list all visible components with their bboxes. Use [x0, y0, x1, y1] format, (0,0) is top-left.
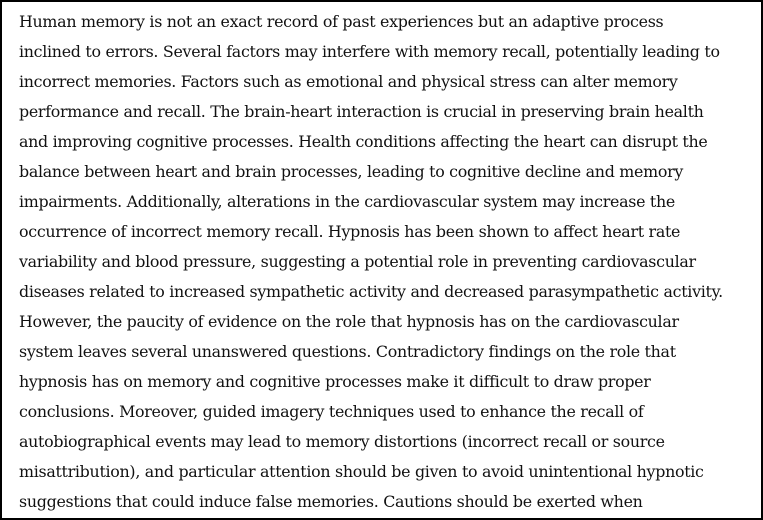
- text-line: misattribution), and particular attention should be given to avoid unintentional hypnotic: [19, 462, 704, 481]
- text-line: impairments. Additionally, alterations in the cardiovascular system may increase the: [19, 192, 675, 211]
- text-line: conclusions. Moreover, guided imagery techniques used to enhance the recall of: [19, 402, 644, 421]
- text-line: inclined to errors. Several factors may interfere with memory recall, potentially leading to: [19, 42, 720, 61]
- text-line: diseases related to increased sympathetic activity and decreased parasympathetic activity.: [19, 282, 723, 301]
- text-line: suggestions that could induce false memories. Cautions should be exerted when: [19, 492, 643, 511]
- text-line: However, the paucity of evidence on the role that hypnosis has on the cardiovascular: [19, 312, 679, 331]
- text-line: incorrect memories. Factors such as emotional and physical stress can alter memory: [19, 72, 678, 91]
- text-line: performance and recall. The brain-heart interaction is crucial in preserving brain health: [19, 102, 704, 121]
- text-line: occurrence of incorrect memory recall. Hypnosis has been shown to affect heart rate: [19, 222, 681, 241]
- text-line: and improving cognitive processes. Health conditions affecting the heart can disrupt the: [19, 132, 708, 151]
- text-line: Human memory is not an exact record of past experiences but an adaptive process: [19, 12, 664, 31]
- text-line: variability and blood pressure, suggesting a potential role in preventing cardiovascular: [19, 252, 696, 271]
- text-line: autobiographical events may lead to memory distortions (incorrect recall or source: [19, 432, 665, 451]
- text-line: balance between heart and brain processes, leading to cognitive decline and memory: [19, 162, 684, 181]
- paragraph: [19, 7, 759, 517]
- text-line: system leaves several unanswered questions. Contradictory findings on the role that: [19, 342, 676, 361]
- text-line: hypnosis has on memory and cognitive processes make it difficult to draw proper: [19, 372, 651, 391]
